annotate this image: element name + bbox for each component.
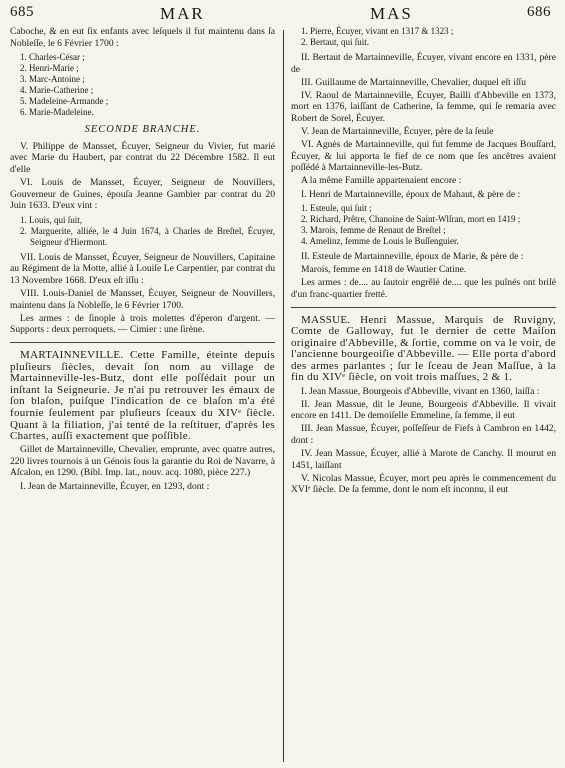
column-divider: [283, 30, 284, 762]
paragraph: I. Jean Massue, Bourgeois d'Abbeville, vivant en 1360, laiſſa :: [301, 385, 540, 397]
paragraph: VI. Agnès de Martainneville, qui fut femme de Jacques Bouſſard, Écuyer, & lui apporta le fief de ce nom que ſes ancêtres avaient poſſédé à Martainneville-les-Butz.: [291, 139, 556, 174]
paragraph: III. Guillaume de Martainneville, Chevalier, duquel eſt iſſu: [301, 76, 526, 88]
page-number-left: 685: [10, 4, 34, 20]
running-title-left: MAR: [160, 4, 205, 23]
list-item: 2. Henri-Marie ;: [20, 63, 79, 74]
right-column: [291, 26, 556, 497]
list-item: 1. Louis, qui ſuit,: [20, 214, 83, 225]
entry-massue: MASSUE. Henri Massue, Marquis de Ruvigny, Comte de Galloway, fut le dernier de cette Maiſon originaire d'Abbeville, & ſortie, comme on va le voir, de l'ancienne bourgeoiſie d'Abbeville. — Elle porta d'abord des armes parlantes ; ſur le ſceau de Jean Maſſue, à la fin du XIVᵉ ſiècle, on voit trois maſſues, 2 & 1.: [291, 313, 556, 384]
entry-separator: [10, 342, 275, 343]
paragraph: A la même Famille appartenaient encore :: [301, 175, 462, 187]
list-item: 1. Esteule, qui ſuit ;: [301, 203, 372, 214]
list-item: 1. Pierre, Écuyer, vivant en 1317 & 1323 ;: [301, 26, 454, 36]
entry-separator: [291, 307, 556, 308]
paragraph: I. Jean de Martainneville, Écuyer, en 1293, dont :: [20, 480, 210, 492]
paragraph: V. Nicolas Massue, Écuyer, mort peu après le commencement du XVIᵉ ſiècle. De ſa femme, dont le nom eſt inconnu, il eut: [291, 472, 556, 496]
list-item: 2. Richard, Prêtre, Chanoine de Saint-Wlſran, mort en 1419 ;: [301, 214, 521, 225]
section-title: SECONDE BRANCHE.: [84, 124, 201, 136]
running-title-right: MAS: [370, 4, 413, 23]
paragraph: VII. Louis de Mansset, Écuyer, Seigneur de Nouvillers, Capitaine au Régiment de la Motte, allié à Louiſe Le Carpentier, par contrat du 13 Novembre 1668. D'eux eſt iſſu :: [10, 251, 275, 287]
entry-martainneville: MARTAINNEVILLE. Cette Famille, éteinte depuis pluſieurs ſiècles, devait ſon nom au village de Martainneville-les-Butz, dont elle poſſédait pour un inſtant la Seigneurie. Je n'ai pu retrouver les émaux de ſon blaſon, puiſque l'indication de ce blaſon m'a été fournie ſeulement par pluſieurs ſceaux du XIVᵉ ſiècle. Quant à la filiation, j'ai tenté de la reſtituer, d'après les Chartes, auſſi exactement que poſſible.: [10, 349, 275, 443]
list-item: 3. Marc-Antoine ;: [20, 74, 85, 85]
paragraph: II. Esteule de Martainneville, époux de Marie, & père de :: [301, 251, 524, 263]
list-item: 5. Madeleine-Armande ;: [20, 96, 109, 107]
paragraph: II. Bertaut de Martainneville, Écuyer, vivant encore en 1331, père de: [291, 52, 556, 75]
paragraph: VI. Louis de Mansset, Écuyer, Seigneur de Nouvillers, Gouverneur de Guines, épouſa Jeanne Gambier par contrat du 20 Juin 1633. D'eux vint :: [10, 177, 275, 212]
paragraph: VIII. Louis-Daniel de Mansset, Écuyer, Seigneur de Nouvillers, maintenu dans ſa Nobleſſe, le 6 Février 1700.: [10, 288, 275, 311]
paragraph: IV. Jean Massue, Écuyer, allié à Marote de Canchy. Il mourut en 1451, laiſſant: [291, 448, 556, 471]
children-list: [291, 203, 556, 247]
list-item: 4. Amelinz, femme de Louis le Buſſenguier.: [301, 236, 459, 247]
list-item: 3. Marois, femme de Renaut de Breſtel ;: [301, 225, 446, 236]
paragraph: IV. Raoul de Martainneville, Écuyer, Bailli d'Abbeville en 1373, mort en 1376, laiſſant de Catherine, ſa femme, qui ſe remaria avec Robert de Sorel, Écuyer.: [291, 89, 556, 124]
paragraph: Gillet de Martainneville, Chevalier, emprunte, avec quatre autres, 220 livres tournois à un Génois ſous la garantie du Roi de Navarre, à Aſcalon, en 1290. (Bibl. Imp. lat., nouv. acq. 1080, pièce 227.): [10, 444, 275, 479]
paragraph: V. Philippe de Mansset, Écuyer, Seigneur du Vivier, fut marié avec Marie du Haubert, par contrat du 22 Décembre 1582. Il eut d'elle: [10, 140, 275, 175]
list-item: 2. Bertaut, qui ſuit.: [301, 37, 369, 47]
left-column: [10, 26, 275, 494]
page-number-right: 686: [527, 4, 551, 20]
list-item: 6. Marie-Madeleine.: [20, 107, 94, 118]
paragraph: II. Jean Massue, dit le Jeune, Bourgeois d'Abbeville. Il vivait encore en 1411. De demoiſelle Emmeline, ſa femme, il eut: [291, 398, 556, 422]
children-list: [291, 26, 556, 48]
children-list: [10, 52, 275, 118]
list-item: 2. Marguerite, alliée, le 4 Juin 1674, à Charles de Breſtel, Écuyer, Seigneur d'Hiermont.: [20, 225, 275, 247]
arms-paragraph: Les armes : de ſinople à trois molettes d'éperon d'argent. — Supports : deux perroquets. — Cimier : une ſirène.: [10, 312, 275, 336]
children-list: [10, 215, 275, 248]
paragraph: Marois, femme en 1418 de Wautier Catine.: [301, 264, 467, 276]
list-item: 1. Charles-César ;: [20, 52, 85, 63]
paragraph: Caboche, & en eut ſix enfants avec leſquels il fut maintenu dans ſa Nobleſſe, le 6 Février 1700 :: [10, 26, 275, 49]
paragraph: III. Jean Massue, Écuyer, poſſeſſeur de Fiefs à Cambron en 1442, dont :: [291, 423, 556, 446]
arms-paragraph: Les armes : de.... au ſautoir engrêlé de.... que les puînés ont briſé d'un franc-quartier fretté.: [291, 277, 556, 300]
paragraph: I. Henri de Martainneville, époux de Mahaut, & père de :: [301, 188, 521, 200]
paragraph: V. Jean de Martainneville, Écuyer, père de la ſeule: [301, 126, 494, 138]
list-item: 4. Marie-Catherine ;: [20, 85, 94, 96]
